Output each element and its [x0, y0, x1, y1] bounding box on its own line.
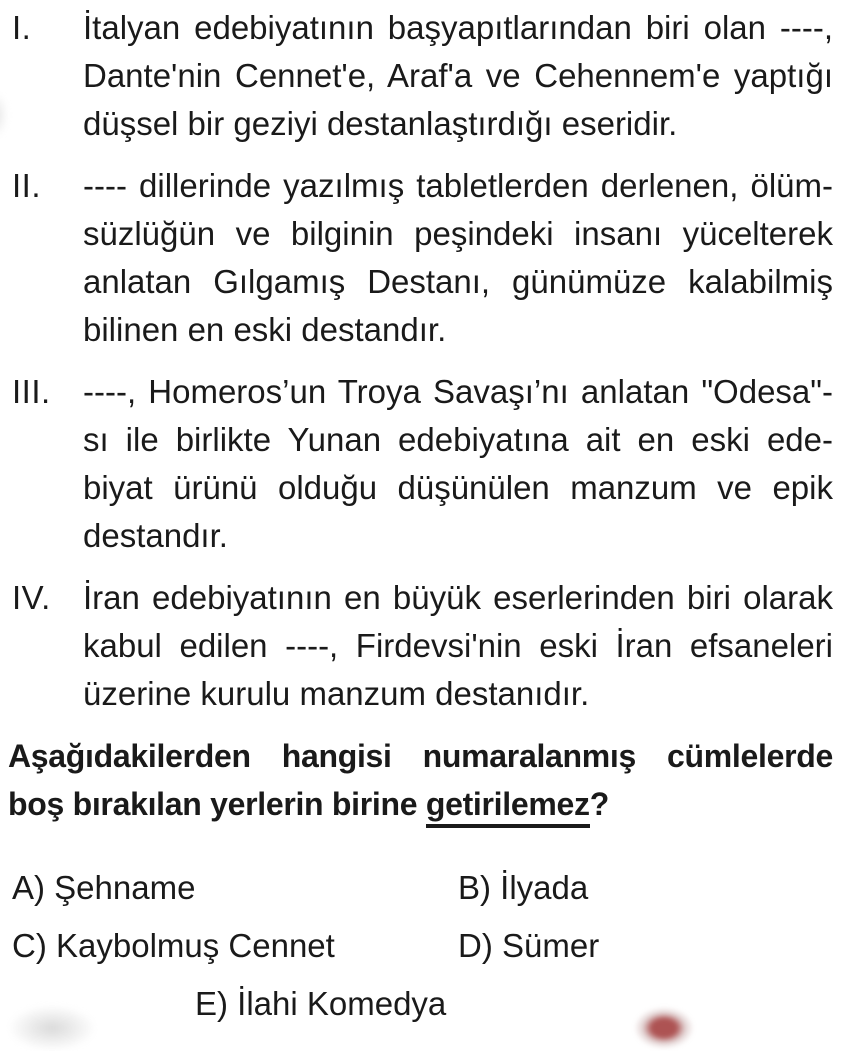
sentence-line: Dante'nin Cennet'e, Araf'a ve Cehennem'e yaptığı — [83, 57, 833, 94]
options-row-3 — [0, 980, 843, 1028]
option-b — [458, 864, 588, 912]
sentence-line: biyat ürünü olduğu düşünülen manzum ve epik — [83, 469, 833, 506]
question-stem — [8, 732, 833, 828]
sentence-line: düşsel bir geziyi destanlaştırdığı eseridir. — [83, 105, 678, 142]
sentence-2-text — [83, 162, 833, 354]
sentence-line: ---- dillerinde yazılmış tabletlerden derlenen, ölüm- — [83, 167, 833, 204]
roman-numeral-3: III. — [12, 373, 51, 410]
option-a — [12, 864, 458, 912]
sentence-line: kabul edilen ----, Firdevsi'nin eski İran efsaneleri — [83, 627, 833, 664]
option-e — [195, 980, 446, 1028]
question-line-2 — [8, 780, 833, 828]
numbered-sentence-4 — [0, 574, 843, 718]
sentence-4-text — [83, 574, 833, 718]
sentence-line: bilinen en eski destandır. — [83, 311, 447, 348]
sentence-line: süzlüğün ve bilginin peşindeki insanı yücelterek — [83, 215, 833, 252]
sentence-line: destandır. — [83, 517, 228, 554]
sentence-line: anlatan Gılgamış Destanı, günümüze kalabilmiş — [83, 263, 833, 300]
question-mark: ? — [589, 786, 609, 822]
roman-numeral-2: II. — [12, 167, 42, 204]
option-e-letter: E) — [195, 985, 228, 1022]
roman-numeral-1: I. — [12, 9, 32, 46]
sentence-line: İran edebiyatının en büyük eserlerinden biri olarak — [83, 579, 833, 616]
option-c — [12, 922, 458, 970]
numbered-sentence-1 — [0, 4, 843, 148]
sentence-3-text — [83, 368, 833, 560]
option-d-letter: D) — [458, 927, 493, 964]
option-a-text: Şehname — [54, 869, 196, 906]
options-row-1 — [0, 864, 843, 912]
option-b-letter: B) — [458, 869, 491, 906]
roman-numeral-4: IV. — [12, 579, 51, 616]
sentence-line: İtalyan edebiyatının başyapıtlarından biri olan ----, — [83, 9, 833, 46]
underlined-word: getirilemez — [426, 786, 590, 828]
option-d-text: Sümer — [502, 927, 600, 964]
sentence-line: üzerine kurulu manzum destanıdır. — [83, 675, 590, 712]
option-d — [458, 922, 599, 970]
options-row-2 — [0, 922, 843, 970]
numbered-sentence-2 — [0, 162, 843, 354]
option-b-text: İlyada — [500, 869, 589, 906]
sentence-line: ----, Homeros’un Troya Savaşı’nı anlatan "Odesa"- — [83, 373, 833, 410]
sentence-line: sı ile birlikte Yunan edebiyatına ait en eski ede- — [83, 421, 833, 458]
question-line2-pre: boş bırakılan yerlerin birine — [8, 786, 426, 822]
option-a-letter: A) — [12, 869, 45, 906]
option-e-text: İlahi Komedya — [237, 985, 447, 1022]
sentence-1-text — [83, 4, 833, 148]
numbered-sentence-3 — [0, 368, 843, 560]
question-line-1: Aşağıdakilerden hangisi numaralanmış cümlelerde — [8, 738, 833, 774]
option-c-text: Kaybolmuş Cennet — [56, 927, 335, 964]
option-c-letter: C) — [12, 927, 47, 964]
